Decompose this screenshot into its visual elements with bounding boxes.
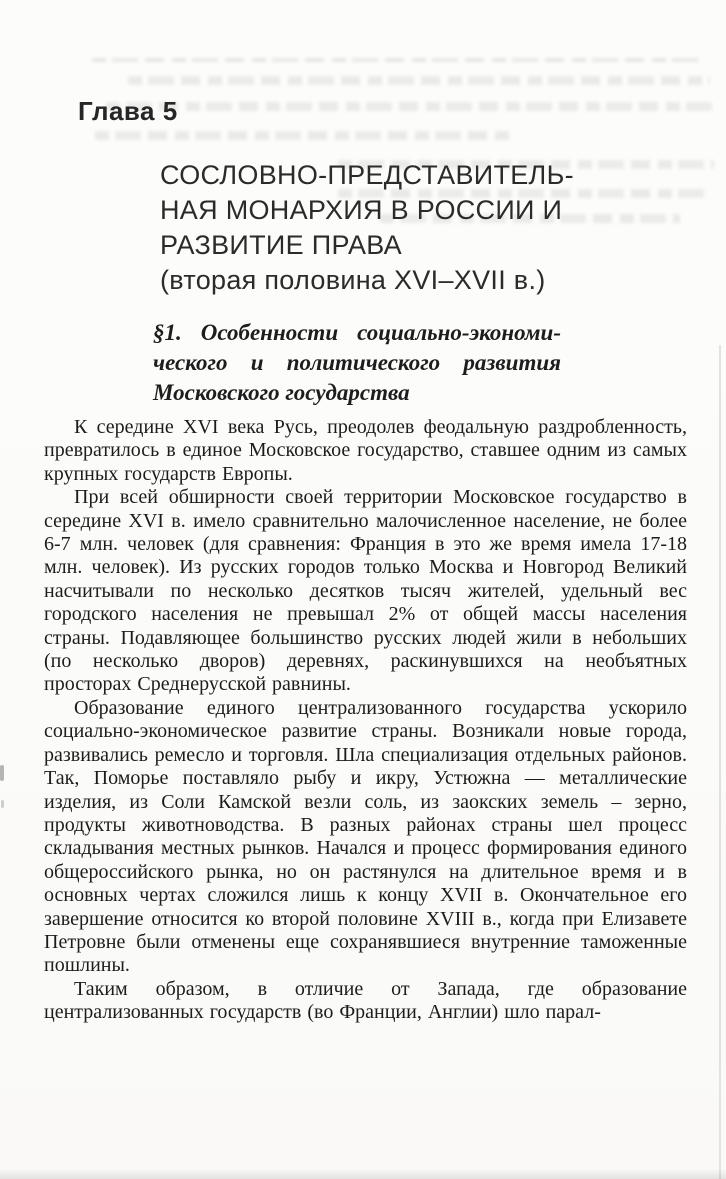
paragraph: Образование единого централизованного государства ускорило социально-экономическое развитие страны. Возникали новые города, развивались ремесло и торговля. Шла специализация отдельных районов. Так, Поморье поставляло рыбу и икру, Устюжна — металлические изделия, из Соли Камской везли соль, из заокских земель – зерно, продукты животноводства. В разных районах страны шел процесс складывания местных рынков. Начался и процесс формирования единого общероссийского рынка, но он растянулся на длительное время и в основных чертах сложился лишь к концу XVII в. Окончательное его завершение относится ко второй половине XVIII в., когда при Елизавете Петровне были отменены еще сохранявшиеся внутренние таможенные пошлины. bbox=[44, 696, 687, 977]
bleed-through-text bbox=[95, 131, 515, 140]
section-heading-line: ческого и политического развития bbox=[153, 350, 561, 375]
paragraph: К середине XVI века Русь, преодолев феодальную раздробленность, превратилось в единое Московское государство, ставшее одним из самых крупных государств Европы. bbox=[44, 416, 687, 485]
section-heading-line: §1. Особенности социально-экономи- bbox=[153, 320, 561, 345]
body-text bbox=[44, 416, 687, 1025]
chapter-title-line: (вторая половина XVI–XVII в.) bbox=[160, 265, 546, 295]
paragraph: Таким образом, в отличие от Запада, где образование централизованных государств (во Франции, Англии) шло парал- bbox=[44, 977, 687, 1024]
chapter-title bbox=[160, 158, 630, 298]
scan-speck bbox=[1, 800, 4, 808]
chapter-title-line: СОСЛОВНО-ПРЕДСТАВИТЕЛЬ- bbox=[160, 160, 574, 190]
bleed-through-text bbox=[128, 76, 710, 85]
section-heading bbox=[153, 318, 561, 408]
scan-edge-shadow bbox=[0, 1170, 726, 1179]
scan-edge-line bbox=[719, 345, 721, 1179]
paragraph: При всей обширности своей территории Московское государство в середине XVI в. имело сравнительно малочисленное население, не более 6-7 млн. человек (для сравнения: Франция в это же время имела 17-18 млн. человек). Из русских городов только Москва и Новгород Великий насчитывали по несколько десятков тысяч жителей, удельный вес городского населения не превышал 2% от общей массы населения страны. Подавляющее большинство русских людей жили в небольших (по несколько дворов) деревнях, раскинувшихся на необъятных просторах Среднерусской равнины. bbox=[44, 486, 687, 696]
bleed-through-text bbox=[106, 102, 712, 111]
scan-speck bbox=[0, 765, 4, 781]
chapter-title-line: НАЯ МОНАРХИЯ В РОССИИ И bbox=[160, 195, 563, 225]
section-heading-line: Московского государства bbox=[153, 380, 410, 405]
chapter-label: Глава 5 bbox=[78, 96, 178, 126]
chapter-title-line: РАЗВИТИЕ ПРАВА bbox=[160, 230, 402, 260]
bleed-through-text bbox=[92, 58, 702, 62]
